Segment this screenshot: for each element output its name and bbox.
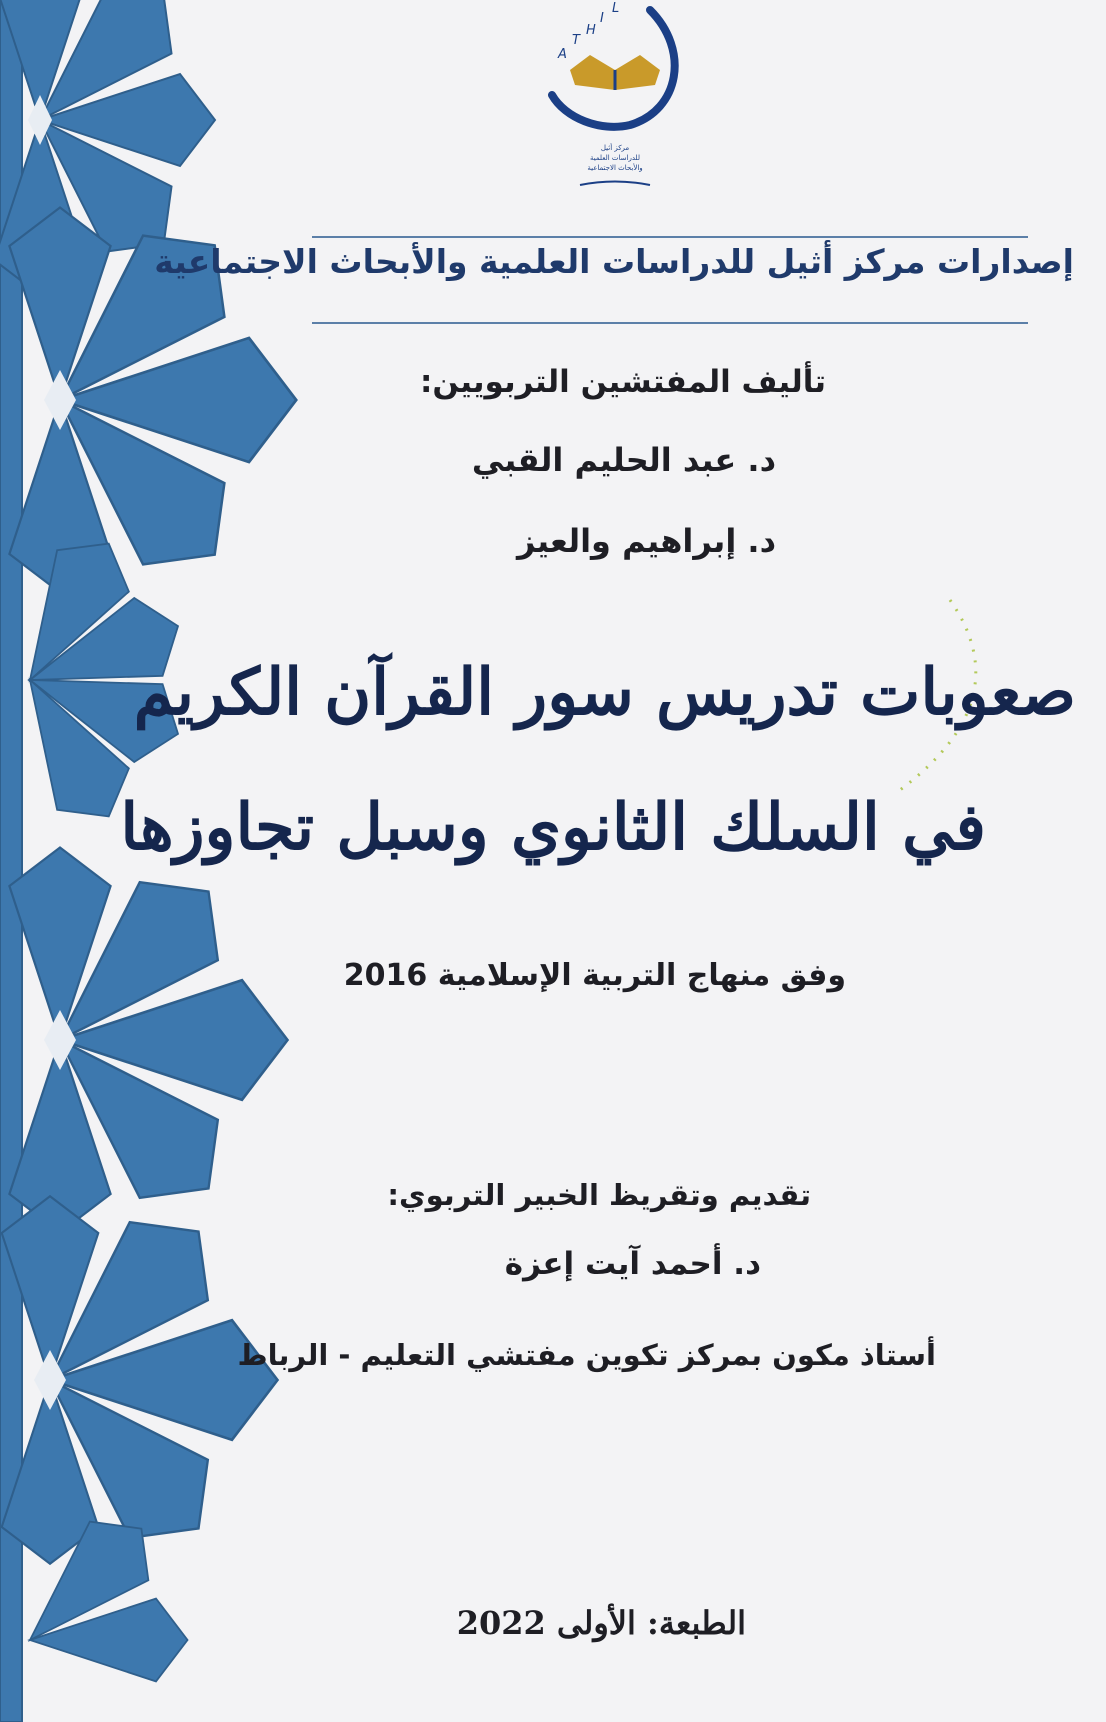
logo-letter: A <box>558 47 567 62</box>
preface-author-name: د. أحمد آيت إعزة <box>504 1246 761 1282</box>
publisher-line: إصدارات مركز أثيل للدراسات العلمية والأبحاث الاجتماعية <box>154 242 1074 281</box>
athil-center-logo <box>540 0 690 195</box>
edition-line: الطبعة: الأولى 2022 <box>456 1604 746 1642</box>
top-rule <box>312 236 1028 238</box>
bottom-rule <box>312 322 1028 324</box>
book-title-line-1: صعوبات تدريس سور القرآن الكريم <box>133 655 1076 730</box>
preface-author-role: أستاذ مكون بمركز تكوين مفتشي التعليم - الرباط <box>237 1338 936 1372</box>
book-title-line-2: في السلك الثانوي وسبل تجاوزها <box>120 790 986 865</box>
author-name: د. إبراهيم والعيز <box>517 522 776 560</box>
logo-letter: T <box>572 33 580 48</box>
preface-heading: تقديم وتقريظ الخبير التربوي: <box>387 1178 811 1212</box>
author-name: د. عبد الحليم القبي <box>471 441 776 479</box>
authors-heading: تأليف المفتشين التربويين: <box>419 364 826 400</box>
logo-caption: للدراسات العلمية <box>590 154 640 162</box>
logo-letter: I <box>600 11 604 26</box>
book-subtitle: وفق منهاج التربية الإسلامية 2016 <box>343 958 846 993</box>
logo-caption: مركز أثيل <box>600 144 630 152</box>
logo-letter: L <box>612 1 620 16</box>
logo-letter: H <box>586 23 596 38</box>
logo-caption: والأبحاث الاجتماعية <box>587 164 643 172</box>
